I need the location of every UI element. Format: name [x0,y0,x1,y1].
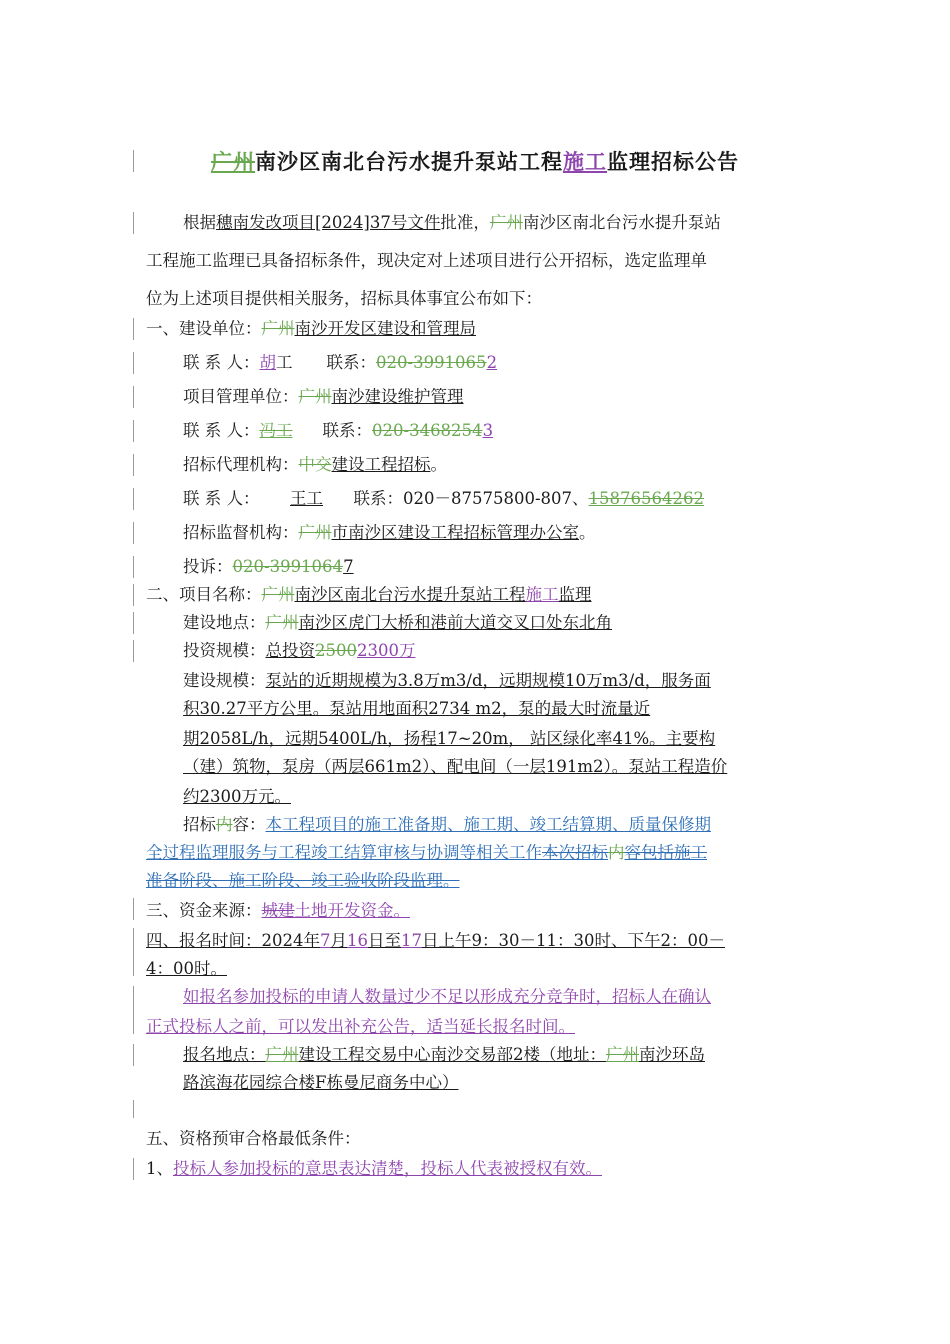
change-bar [133,612,134,634]
change-bar [133,556,134,578]
change-bar [133,898,134,920]
page-title [150,146,800,176]
s2-bidding-scope-3: 准备阶段、施工阶段、竣工验收阶段监理。 [146,871,460,890]
s1-contact-1: 联 系 人：胡工 联系：020-39910652 [183,353,498,372]
change-bar [133,318,134,340]
s4-registration-time-1: 四、报名时间：2024年7月16日至17日上午9：30－11：30时、下午2：00－ [146,931,725,950]
s2-scale-2: 积30.27平方公里。泵站用地面积2734 m2，泵的最大时流量近 [183,699,651,718]
s1-bidding-agency: 招标代理机构：中交建设工程招标。 [183,455,447,474]
s2-scale-4: （建）筑物，泵房（两层661m2）、配电间（一层191m2）。泵站工程造价 [183,757,728,776]
change-bar [133,212,134,234]
title-text: 南沙区南北台污水提升泵站工程 [255,149,563,174]
change-bar [133,488,134,510]
change-bar [133,454,134,476]
intro-line-3: 位为上述项目提供相关服务，招标具体事宜公布如下： [146,289,542,308]
s4-extension-note-2: 正式投标人之前，可以发出补充公告，适当延长报名时间。 [146,1017,575,1036]
s1-contact-3: 联 系 人： 王工 联系：020－87575800-807、15876564262 [183,489,705,508]
change-bar [133,150,134,172]
s5-condition-1: 1、投标人参加投标的意思表达清楚，投标人代表被授权有效。 [146,1159,602,1178]
s2-investment: 投资规模：总投资25002300万 [183,641,416,660]
change-bar [133,352,134,374]
change-bar [133,1158,134,1180]
change-bar [133,522,134,544]
s4-registration-place-2: 路滨海花园综合楼F栋曼尼商务中心） [183,1073,459,1092]
change-bar [133,928,134,976]
s3-fund-source: 三、资金来源：城建土地开发资金。 [146,901,410,920]
s4-extension-note-1: 如报名参加投标的申请人数量过少不足以形成充分竞争时，招标人在确认 [183,987,711,1006]
s2-scale-1: 建设规模：泵站的近期规模为3.8万m3/d，远期规模10万m3/d，服务面 [183,671,711,690]
title-inserted-text: 施工 [563,149,607,174]
title-deleted-text: 广州 [211,149,255,174]
s2-project-name: 二、项目名称：广州南沙区南北台污水提升泵站工程施工监理 [146,585,592,604]
s1-contact-2: 联 系 人：冯工 联系：020-34682543 [183,421,494,440]
change-bar [133,420,134,442]
intro-line-2: 工程施工监理已具备招标条件，现决定对上述项目进行公开招标，选定监理单 [146,251,707,270]
change-bar [133,584,134,606]
s2-location: 建设地点：广州南沙区虎门大桥和港前大道交叉口处东北角 [183,613,612,632]
intro-line-1: 根据穗南发改项目[2024]37号文件批准，广州南沙区南北台污水提升泵站 [183,213,721,232]
s1-supervision-agency: 招标监督机构：广州市南沙区建设工程招标管理办公室。 [183,523,596,542]
s4-registration-time-2: 4：00时。 [146,959,227,978]
change-bar [133,1100,134,1118]
change-bar [133,1044,134,1066]
s4-registration-place-1: 报名地点：广州建设工程交易中心南沙交易部2楼（地址：广州南沙环岛 [183,1045,705,1064]
s1-construction-unit: 一、建设单位：广州南沙开发区建设和管理局 [146,319,476,338]
s5-heading: 五、资格预审合格最低条件： [146,1129,361,1148]
s1-complaint: 投诉：020-39910647 [183,557,354,576]
change-bar [133,386,134,408]
s2-bidding-scope-1: 招标内容：本工程项目的施工准备期、施工期、竣工结算期、质量保修期 [183,815,711,834]
s1-project-mgmt-unit: 项目管理单位：广州南沙建设维护管理 [183,387,464,406]
change-bar [133,640,134,662]
s2-scale-5: 约2300万元。 [183,787,291,806]
title-text-end: 监理招标公告 [607,149,739,174]
change-bar [133,986,134,1034]
s2-scale-3: 期2058L/h，远期5400L/h，扬程17~20m， 站区绿化率41%。主要构 [183,729,716,748]
s2-bidding-scope-2: 全过程监理服务与工程竣工结算审核与协调等相关工作本次招标内容包括施工 [146,843,707,862]
